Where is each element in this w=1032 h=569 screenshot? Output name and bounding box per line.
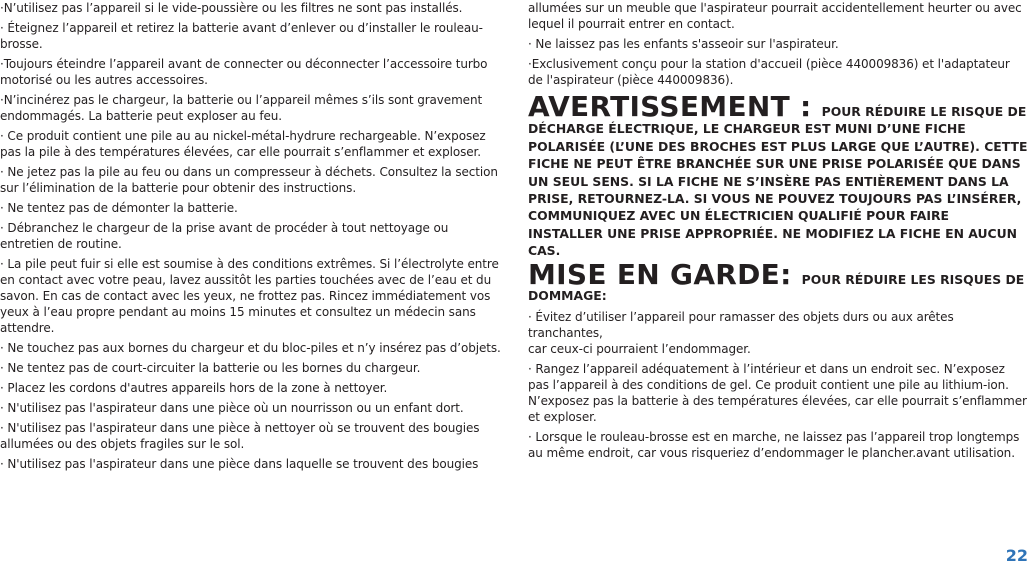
- caution-text: POUR RÉDUIRE LES RISQUES DE DOMMAGE:: [528, 271, 1025, 303]
- caution-heading: MISE EN GARDE:: [528, 257, 802, 291]
- safety-item: · Ne touchez pas aux bornes du chargeur et du bloc-piles et n’y insérez pas d’objets.: [0, 341, 501, 355]
- left-column: [0, 0, 508, 476]
- safety-item: · La pile peut fuir si elle est soumise à des conditions extrêmes. Si l’électrolyte entre en contact avec votre peau, lavez aussitôt les parties touchées avec de l’eau et du savon. En cas de contact avec les yeux, ne frottez pas. Rincez immédiatement vos yeux à l’eau propre pendant au moins 15 minutes et consultez un médecin sans attendre.: [0, 257, 499, 335]
- caution-block: [528, 257, 1028, 303]
- warning-heading: AVERTISSEMENT :: [528, 90, 822, 123]
- safety-item: · Ne tentez pas de court-circuiter la batterie ou les bornes du chargeur.: [0, 361, 421, 375]
- safety-item: ·N’utilisez pas l’appareil si le vide-poussière ou les filtres ne sont pas installés.: [0, 1, 463, 15]
- right-column: [528, 0, 1028, 465]
- safety-item: · N'utilisez pas l'aspirateur dans une pièce dans laquelle se trouvent des bougies: [0, 457, 479, 471]
- safety-item: · Éteignez l’appareil et retirez la batterie avant d’enlever ou d’installer le rouleau- brosse.: [0, 21, 483, 51]
- safety-item: · Placez les cordons d'autres appareils hors de la zone à nettoyer.: [0, 381, 388, 395]
- warning-text: POUR RÉDUIRE LE RISQUE DE DÉCHARGE ÉLECTRIQUE, LE CHARGEUR EST MUNI D’UNE FICHE POLARISÉE (L’UNE DES BROCHES EST PLUS LARGE QUE L’AUTRE). CETTE FICHE NE PEUT ÊTRE BRANCHÉE SUR UNE PRISE POLARISÉE QUE DANS UN SEUL SENS. SI LA FICHE NE S’INSÈRE PAS ENTIÈREMENT DANS LA PRISE, RETOURNEZ-LA. SI VOUS NE POUVEZ TOUJOURS PAS L’INSÉRER, COMMUNIQUEZ AVEC UN ÉLECTRICIEN QUALIFIÉ POUR FAIRE INSTALLER UNE PRISE APPROPRIÉE. NE MODIFIEZ LA FICHE EN AUCUN CAS.: [528, 104, 1028, 259]
- warning-block: [528, 90, 1028, 260]
- safety-item: · N'utilisez pas l'aspirateur dans une pièce où un nourrisson ou un enfant dort.: [0, 401, 464, 415]
- safety-item: · Débranchez le chargeur de la prise avant de procéder à tout nettoyage ou entretien de routine.: [0, 221, 449, 251]
- safety-item: · Ne jetez pas la pile au feu ou dans un compresseur à déchets. Consultez la section sur l’élimination de la batterie pour obtenir des instructions.: [0, 165, 498, 195]
- safety-item: · Ne tentez pas de démonter la batterie.: [0, 201, 238, 215]
- safety-item: · Évitez d’utiliser l’appareil pour ramasser des objets durs ou aux arêtes tranchantes, car ceux-ci pourraient l’endommager.: [528, 309, 954, 356]
- safety-item: · Rangez l’appareil adéquatement à l’intérieur et dans un endroit sec. N’exposez pas l’appareil à des conditions de gel. Ce produit contient une pile au lithium-ion. N’exposez pas la batterie à des températures élevées, car elle pourrait s’enflammer et exploser.: [528, 361, 1027, 424]
- safety-item: · Ne laissez pas les enfants s'asseoir sur l'aspirateur.: [528, 37, 839, 51]
- safety-item: · Ce produit contient une pile au au nickel-métal-hydrure rechargeable. N’exposez pas la pile à des températures élevées, car elle pourrait s’enflammer et exploser.: [0, 129, 486, 159]
- safety-item: ·Exclusivement conçu pour la station d'accueil (pièce 440009836) et l'adaptateur de l'aspirateur (pièce 440009836).: [528, 57, 1010, 87]
- safety-item: ·Toujours éteindre l’appareil avant de connecter ou déconnecter l’accessoire turbo motorisé ou les autres accessoires.: [0, 57, 488, 87]
- safety-item: allumées sur un meuble que l'aspirateur pourrait accidentellement heurter ou avec lequel il pourrait entrer en contact.: [528, 1, 1022, 31]
- safety-item: · Lorsque le rouleau-brosse est en marche, ne laissez pas l’appareil trop longtemps au même endroit, car vous risqueriez d’endommager le plancher.avant utilisation.: [528, 429, 1020, 460]
- safety-item: ·N’incinérez pas le chargeur, la batterie ou l’appareil mêmes s’ils sont gravement endommagés. La batterie peut exploser au feu.: [0, 93, 483, 123]
- safety-item: · N'utilisez pas l'aspirateur dans une pièce à nettoyer où se trouvent des bougies allumées ou des objets fragiles sur le sol.: [0, 421, 480, 451]
- page-number: 22: [1005, 546, 1028, 565]
